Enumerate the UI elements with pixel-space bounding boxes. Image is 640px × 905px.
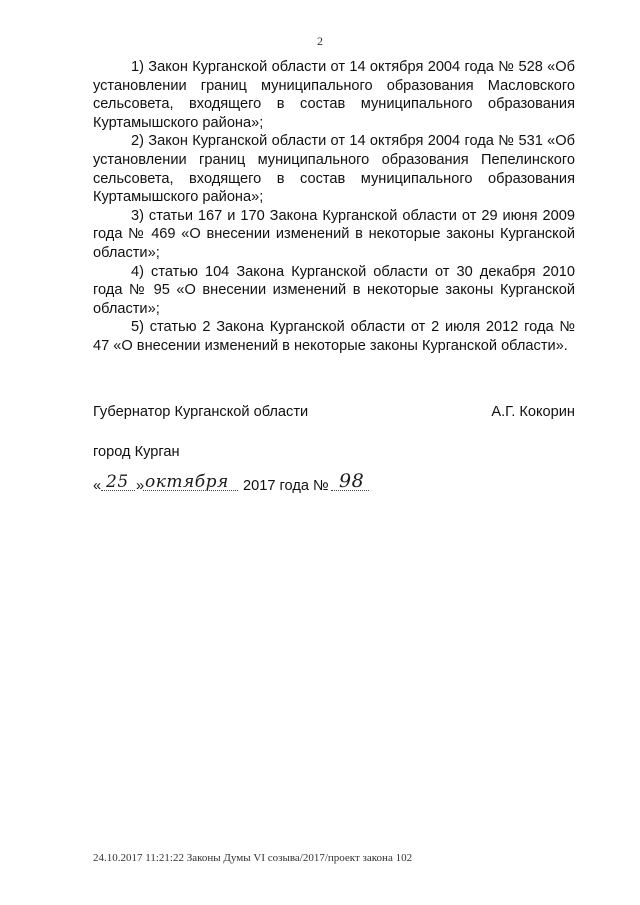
date-open-quote: «: [93, 478, 102, 494]
handwritten-month: октября: [145, 472, 229, 492]
number-underline: [331, 490, 369, 491]
document-footer: 24.10.2017 11:21:22 Законы Думы VI созыва/2017/проект закона 102: [93, 852, 413, 864]
list-item: 3) статьи 167 и 170 Закона Курганской области от 29 июня 2009 года № 469 «О внесении изменений в некоторые законы Курганской области»;: [93, 207, 575, 261]
city-line: город Курган: [93, 444, 180, 460]
list-item: 5) статью 2 Закона Курганской области от 2 июля 2012 года № 47 «О внесении изменений в некоторые законы Курганской области».: [93, 319, 575, 354]
signatory-name: А.Г. Кокорин: [491, 404, 575, 420]
law-list: [93, 58, 575, 356]
list-item: 4) статью 104 Закона Курганской области от 30 декабря 2010 года № 95 «О внесении изменений в некоторые законы Курганской области»;: [93, 263, 575, 317]
list-item: 2) Закон Курганской области от 14 октября 2004 года № 531 «Об установлении границ муниципального образования Пепелинского сельсовета, входящего в состав муниципального образования Куртамышского района»;: [93, 133, 575, 206]
handwritten-number: 98: [339, 470, 365, 492]
page-number: 2: [317, 34, 323, 48]
date-close-quote: »: [136, 478, 145, 494]
signatory-title: Губернатор Курганской области: [93, 404, 309, 420]
year-and-number-label: 2017 года №: [243, 478, 329, 494]
date-number-line: [93, 470, 393, 500]
handwritten-day: 25: [106, 472, 129, 492]
day-underline: [101, 490, 135, 491]
month-underline: [143, 490, 238, 491]
list-item: 1) Закон Курганской области от 14 октября 2004 года № 528 «Об установлении границ муниципального образования Масловского сельсовета, входящего в состав муниципального образования Куртамышского района»;: [93, 59, 575, 131]
